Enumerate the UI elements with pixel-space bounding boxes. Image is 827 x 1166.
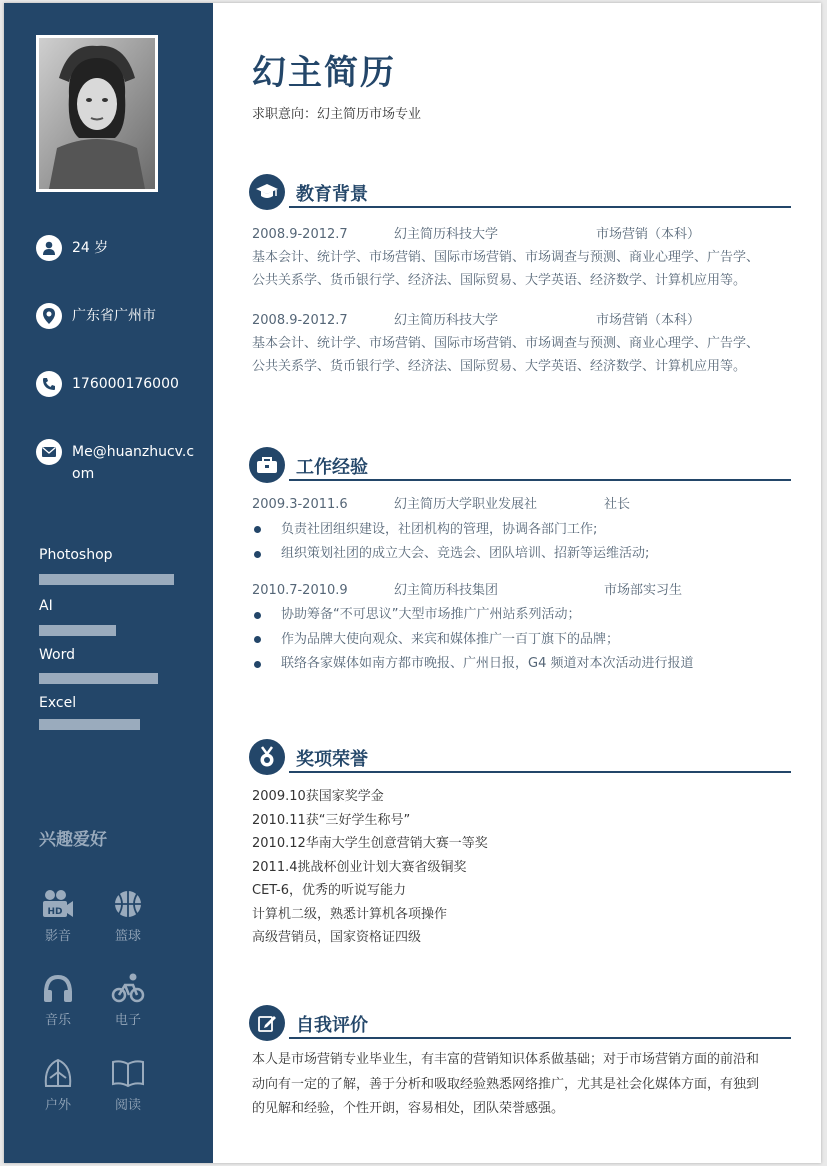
work-entry-head: [252, 579, 797, 604]
self-eval-text: [252, 1048, 797, 1122]
hobby-label: 阅读: [114, 1098, 141, 1113]
user-icon: [36, 235, 62, 261]
edu-school: 幻主简历科技大学: [394, 227, 499, 242]
award-item: 2010.11获“三好学生称号”: [252, 812, 411, 828]
skill-label: Word: [39, 647, 75, 663]
section-title: 自我评价: [296, 1015, 368, 1036]
job-intent: 求职意向：幻主简历市场专业: [252, 107, 422, 122]
edu-date: 2008.9-2012.7: [252, 227, 348, 242]
award-item: 计算机二级，熟悉计算机各项操作: [252, 906, 448, 922]
skill-bar: [39, 719, 140, 730]
location-row: [36, 303, 198, 329]
hobby-label: 户外: [44, 1098, 71, 1113]
work-org: 幻主简历大学职业发展社: [394, 497, 538, 512]
edu-courses: 基本会计、统计学、市场营销、国际市场营销、市场调查与预测、商业心理学、广告学、: [252, 336, 760, 351]
skill-label: AI: [39, 598, 53, 614]
section-divider: [289, 771, 791, 773]
leaf-icon: [42, 1058, 74, 1088]
phone-icon: [36, 371, 62, 397]
education-list: [252, 223, 797, 378]
sidebar: [4, 3, 213, 1163]
edu-major: 市场营销（本科）: [596, 227, 701, 242]
hobby-item: [35, 889, 81, 944]
self-eval-line: 本人是市场营销专业毕业生，有丰富的营销知识体系做基础；对于市场营销方面的前沿和: [252, 1052, 760, 1067]
bullet-text: 联络各家媒体如南方都市晚报、广州日报，G4 频道对本次活动进行报道: [281, 656, 694, 671]
phone-text: 176000176000: [72, 376, 179, 392]
basketball-icon: [113, 889, 143, 919]
edu-date: 2008.9-2012.7: [252, 313, 348, 328]
profile-photo: [36, 35, 158, 192]
self-eval-header: [249, 1005, 791, 1041]
hobby-label: 电子: [114, 1013, 141, 1028]
award-item: 2011.4挑战杯创业计划大赛省级铜奖: [252, 859, 467, 875]
work-date: 2010.7-2010.9: [252, 582, 348, 598]
work-bullet: [252, 628, 797, 653]
hobby-item: [105, 1058, 151, 1113]
hobby-title: 兴趣爱好: [39, 830, 107, 850]
work-bullet: [252, 652, 797, 677]
bullet-text: 作为品牌大使向观众、来宾和媒体推广一百丁旗下的品牌；: [281, 631, 620, 647]
age-row: [36, 235, 198, 261]
skill-label: Excel: [39, 695, 77, 711]
edu-major: 市场营销（本科）: [596, 313, 701, 328]
work-entry-head: [252, 493, 797, 518]
cycling-icon: [111, 973, 145, 1003]
work-list: [252, 493, 797, 677]
awards-list: [252, 785, 797, 950]
edit-icon: [249, 1005, 285, 1041]
work-date: 2009.3-2011.6: [252, 497, 348, 512]
edu-school: 幻主简历科技大学: [394, 313, 499, 328]
bullet-text: 协助筹备“不可思议”大型市场推广广州站系列活动；: [281, 607, 581, 622]
self-eval-line: 的见解和经验，个性开朗，容易相处，团队荣誉感强。: [252, 1101, 565, 1116]
book-icon: [111, 1058, 145, 1088]
award-item: 高级营销员，国家资格证四级: [252, 930, 422, 945]
work-org: 幻主简历科技集团: [394, 582, 499, 598]
hobby-item: [105, 973, 151, 1028]
work-bullet: [252, 518, 797, 543]
skill-label: Photoshop: [39, 547, 113, 563]
location-text: 广东省广州市: [72, 308, 156, 324]
award-item: 2009.10获国家奖学金: [252, 789, 384, 804]
video-camera-icon: [41, 889, 75, 919]
edu-courses: 公共关系学、货币银行学、经济法、国际贸易、大学英语、经济数学、计算机应用等。: [252, 359, 747, 374]
hobby-item: [35, 973, 81, 1028]
self-eval-line: 动向有一定的了解，善于分析和吸取经验熟悉网络推广，尤其是社会化媒体方面，有独到: [252, 1076, 760, 1092]
hobby-item: [35, 1058, 81, 1113]
headphones-icon: [42, 973, 74, 1003]
mail-icon: [36, 439, 62, 465]
resume-name: 幻主简历: [252, 53, 396, 93]
phone-row: [36, 371, 198, 397]
hobby-label: 影音: [44, 929, 71, 944]
bullet-text: 组织策划社团的成立大会、竞选会、团队培训、招新等运维活动;: [281, 546, 650, 561]
education-entry-head: [252, 223, 797, 246]
hobby-item: [105, 889, 151, 944]
work-header: [249, 447, 791, 483]
email-row: [36, 439, 198, 485]
education-header: [249, 174, 791, 210]
section-title: 教育背景: [296, 184, 368, 205]
location-pin-icon: [36, 303, 62, 329]
skill-bar: [39, 625, 116, 636]
bullet-text: 负责社团组织建设，社团机构的管理，协调各部门工作;: [281, 521, 598, 537]
skill-bar: [39, 673, 158, 684]
edu-courses: 基本会计、统计学、市场营销、国际市场营销、市场调查与预测、商业心理学、广告学、: [252, 250, 760, 265]
graduation-cap-icon: [249, 174, 285, 210]
age-text: 24 岁: [72, 240, 109, 256]
skill-bar: [39, 574, 174, 585]
resume-page: [4, 3, 821, 1163]
work-role: 社长: [604, 497, 631, 512]
briefcase-icon: [249, 447, 285, 483]
section-title: 工作经验: [296, 457, 368, 478]
section-divider: [289, 206, 791, 208]
main-content: [213, 3, 821, 1163]
section-divider: [289, 1037, 791, 1039]
award-item: 2010.12华南大学生创意营销大赛一等奖: [252, 836, 488, 851]
hobby-label: 音乐: [44, 1013, 71, 1028]
work-role: 市场部实习生: [604, 582, 683, 598]
awards-header: [249, 739, 791, 775]
work-bullet: [252, 603, 797, 628]
section-divider: [289, 479, 791, 481]
svg-text:HD: HD: [47, 907, 63, 917]
section-title: 奖项荣誉: [296, 749, 368, 770]
email-text: Me@huanzhucv.com: [72, 444, 195, 482]
award-item: CET-6，优秀的听说写能力: [252, 883, 407, 898]
work-bullet: [252, 542, 797, 567]
hobby-label: 篮球: [114, 929, 141, 944]
education-entry-head: [252, 309, 797, 332]
medal-icon: [249, 739, 285, 775]
edu-courses: 公共关系学、货币银行学、经济法、国际贸易、大学英语、经济数学、计算机应用等。: [252, 273, 747, 288]
